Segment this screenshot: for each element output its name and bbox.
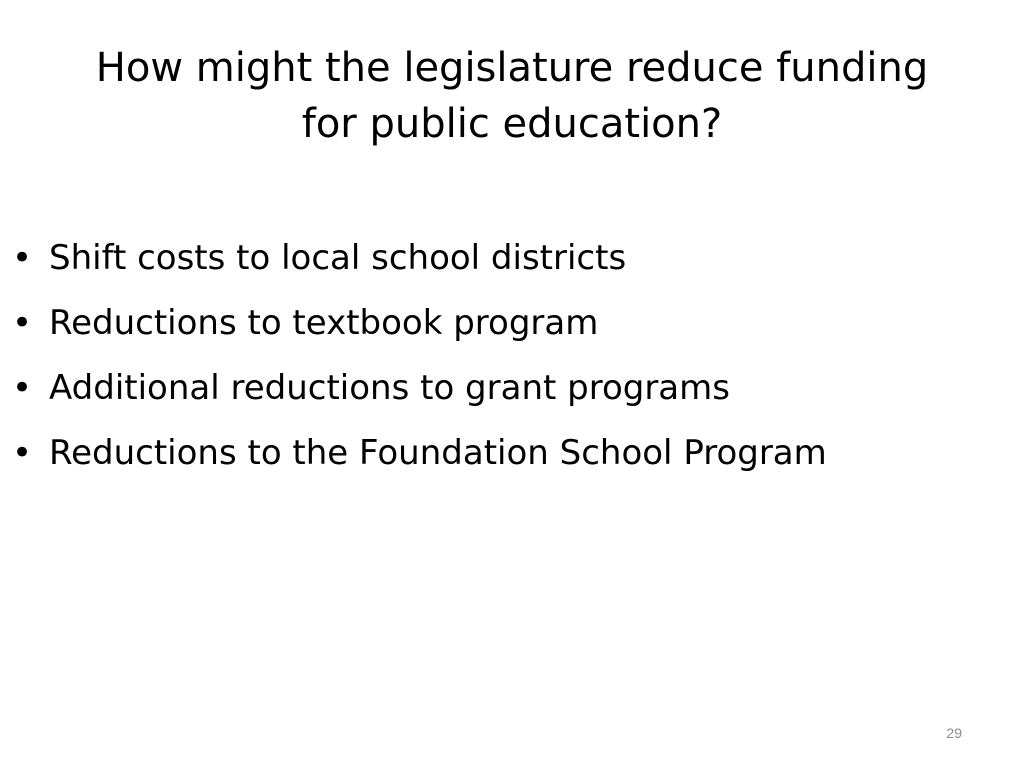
bullet-item	[12, 238, 992, 278]
bullet-item	[12, 433, 992, 473]
bullet-item	[12, 368, 992, 408]
slide-number: 29	[946, 725, 962, 741]
bullet-text: Shift costs to local school districts	[49, 238, 627, 278]
bullet-icon: •	[12, 303, 33, 343]
bullet-icon: •	[12, 238, 33, 278]
bullet-text: Reductions to the Foundation School Program	[49, 433, 827, 473]
bullet-text: Reductions to textbook program	[49, 303, 599, 343]
slide-title-line-1: How might the legislature reduce funding	[95, 45, 929, 91]
slide-title	[60, 40, 964, 152]
slide-title-line-2: for public education?	[301, 101, 723, 147]
bullet-text: Additional reductions to grant programs	[49, 368, 730, 408]
bullet-item	[12, 303, 992, 343]
bullet-icon: •	[12, 368, 33, 408]
bullet-icon: •	[12, 433, 33, 473]
bullet-list	[12, 238, 992, 498]
